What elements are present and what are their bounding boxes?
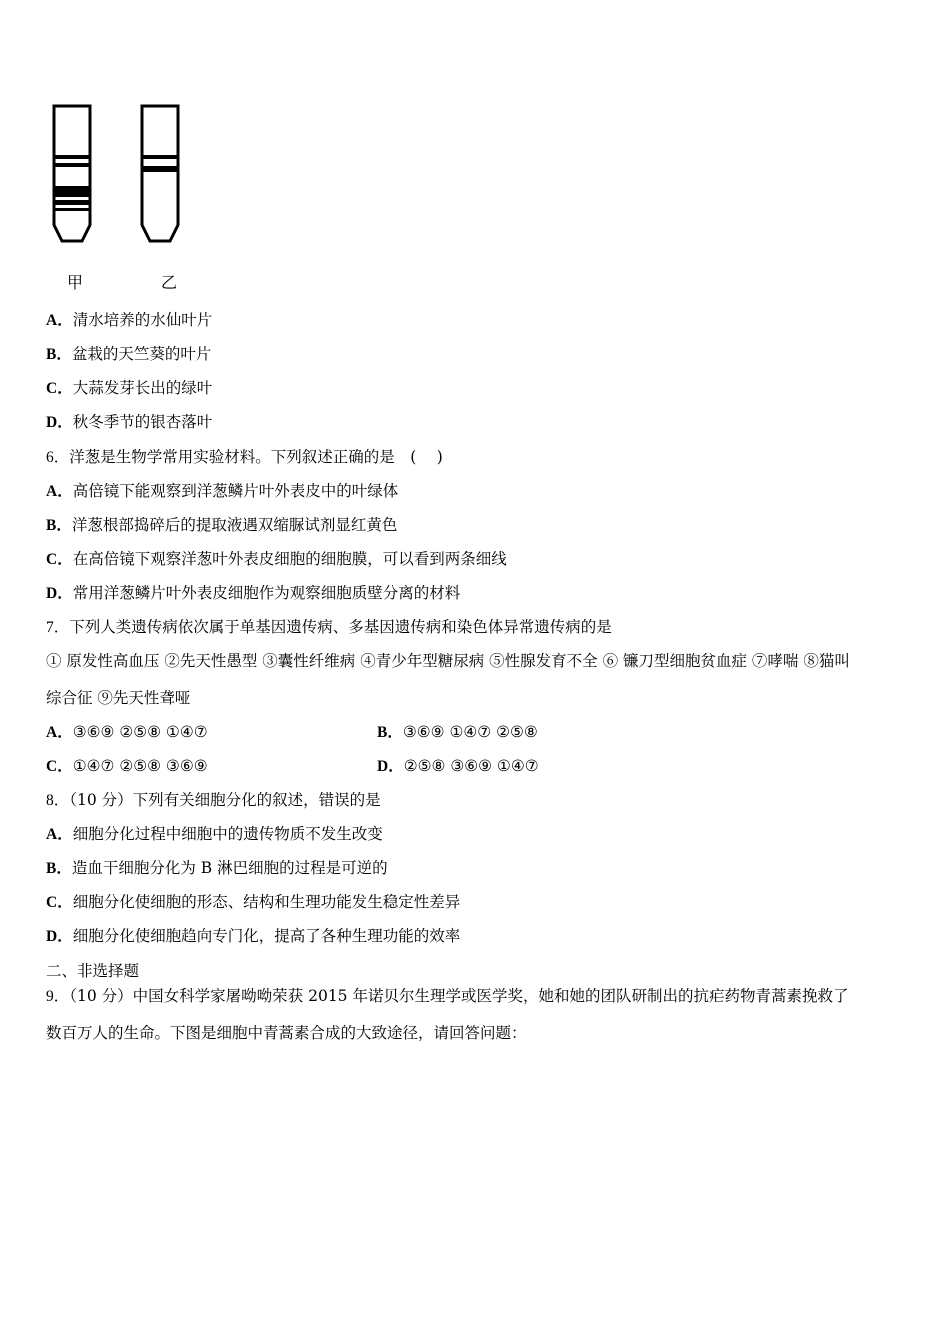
- q8-stem: [46, 790, 381, 811]
- option-text: 细胞分化使细胞趋向专门化，提高了各种生理功能的效率: [72, 927, 461, 945]
- option-text: 造血干细胞分化为 B 淋巴细胞的过程是可逆的: [71, 859, 388, 877]
- option-letter: D．: [377, 758, 404, 775]
- question-text: 下列有关细胞分化的叙述，错误的是: [132, 791, 381, 809]
- section-title: 二、非选择题: [46, 962, 140, 980]
- band-left-5: [55, 208, 89, 211]
- q8-option-d: [46, 926, 460, 947]
- option-letter: A．: [46, 826, 73, 843]
- band-left-4: [55, 200, 89, 205]
- question-score: （10 分）: [69, 987, 133, 1005]
- question-number: 8．: [46, 792, 70, 809]
- q6-option-d: [46, 583, 460, 604]
- option-letter: C．: [46, 758, 73, 775]
- band-left-1: [55, 155, 89, 159]
- q6-option-b: [46, 515, 397, 536]
- question-number: 7．: [46, 619, 70, 636]
- q7-option-d: [377, 756, 539, 777]
- option-letter: D．: [46, 414, 73, 431]
- option-text: ①④⑦ ②⑤⑧ ③⑥⑨: [72, 757, 208, 775]
- option-letter: A．: [46, 312, 73, 329]
- question-number: 9．: [46, 988, 70, 1005]
- tube-left: [54, 106, 90, 241]
- option-text: 细胞分化过程中细胞中的遗传物质不发生改变: [72, 825, 383, 843]
- q7-option-b: [377, 722, 538, 743]
- option-letter: B．: [46, 517, 72, 534]
- option-text: ③⑥⑨ ①④⑦ ②⑤⑧: [402, 723, 538, 741]
- option-text: 大蒜发芽长出的绿叶: [72, 379, 213, 397]
- q5-option-b: [46, 344, 211, 365]
- band-left-2: [55, 163, 89, 167]
- band-right-1: [143, 155, 177, 159]
- question-text: 洋葱是生物学常用实验材料。下列叙述正确的是 ( ): [69, 448, 443, 466]
- q5-option-c: [46, 378, 212, 399]
- option-text: ③⑥⑨ ②⑤⑧ ①④⑦: [72, 723, 208, 741]
- option-letter: C．: [46, 894, 73, 911]
- band-left-3: [55, 186, 89, 197]
- q7-option-a: [46, 722, 208, 743]
- option-letter: D．: [46, 928, 73, 945]
- q7-list-line-1: ① 原发性高血压 ②先天性愚型 ③囊性纤维病 ④青少年型糖尿病 ⑤性腺发育不全 ⑥ 镰刀型细胞贫血症 ⑦哮喘 ⑧猫叫: [46, 652, 850, 670]
- option-letter: C．: [46, 380, 73, 397]
- option-letter: A．: [46, 483, 73, 500]
- option-text: 高倍镜下能观察到洋葱鳞片叶外表皮中的叶绿体: [72, 482, 399, 500]
- q7-stem: [46, 617, 612, 638]
- option-text: 在高倍镜下观察洋葱叶外表皮细胞的细胞膜，可以看到两条细线: [72, 550, 507, 568]
- option-text: 常用洋葱鳞片叶外表皮细胞作为观察细胞质壁分离的材料: [72, 584, 461, 602]
- question-text: 下列人类遗传病依次属于单基因遗传病、多基因遗传病和染色体异常遗传病的是: [69, 618, 612, 636]
- q6-stem: [46, 447, 443, 468]
- option-text: 秋冬季节的银杏落叶: [72, 413, 213, 431]
- option-letter: B．: [377, 724, 403, 741]
- q7-option-c: [46, 756, 208, 777]
- q7-list-line-2: 综合征 ⑨先天性聋哑: [46, 689, 191, 707]
- option-text: ②⑤⑧ ③⑥⑨ ①④⑦: [403, 757, 539, 775]
- option-text: 清水培养的水仙叶片: [72, 311, 213, 329]
- option-letter: A．: [46, 724, 73, 741]
- option-text: 洋葱根部捣碎后的提取液遇双缩脲试剂显红黄色: [71, 516, 398, 534]
- q9-line-1: [46, 986, 848, 1007]
- q5-option-a: [46, 310, 212, 331]
- q8-option-a: [46, 824, 383, 845]
- option-text: 细胞分化使细胞的形态、结构和生理功能发生稳定性差异: [72, 893, 461, 911]
- option-letter: D．: [46, 585, 73, 602]
- option-letter: C．: [46, 551, 73, 568]
- q8-option-b: [46, 858, 388, 879]
- option-letter: B．: [46, 346, 72, 363]
- q6-option-a: [46, 481, 398, 502]
- question-text: 中国女科学家屠呦呦荣获 2015 年诺贝尔生理学或医学奖，她和她的团队研制出的抗疟药物青蒿素挽救了: [132, 987, 849, 1005]
- q5-option-d: [46, 412, 212, 433]
- option-text: 盆栽的天竺葵的叶片: [71, 345, 212, 363]
- band-right-2: [143, 166, 177, 172]
- q9-line-2: 数百万人的生命。下图是细胞中青蒿素合成的大致途径，请回答问题：: [46, 1024, 527, 1042]
- figure-label-right: 乙: [161, 273, 178, 292]
- q6-option-c: [46, 549, 507, 570]
- tube-right: [142, 106, 178, 241]
- question-number: 6．: [46, 449, 70, 466]
- question-score: （10 分）: [69, 791, 133, 809]
- figure-label-left: 甲: [67, 273, 84, 292]
- option-letter: B．: [46, 860, 72, 877]
- q8-option-c: [46, 892, 460, 913]
